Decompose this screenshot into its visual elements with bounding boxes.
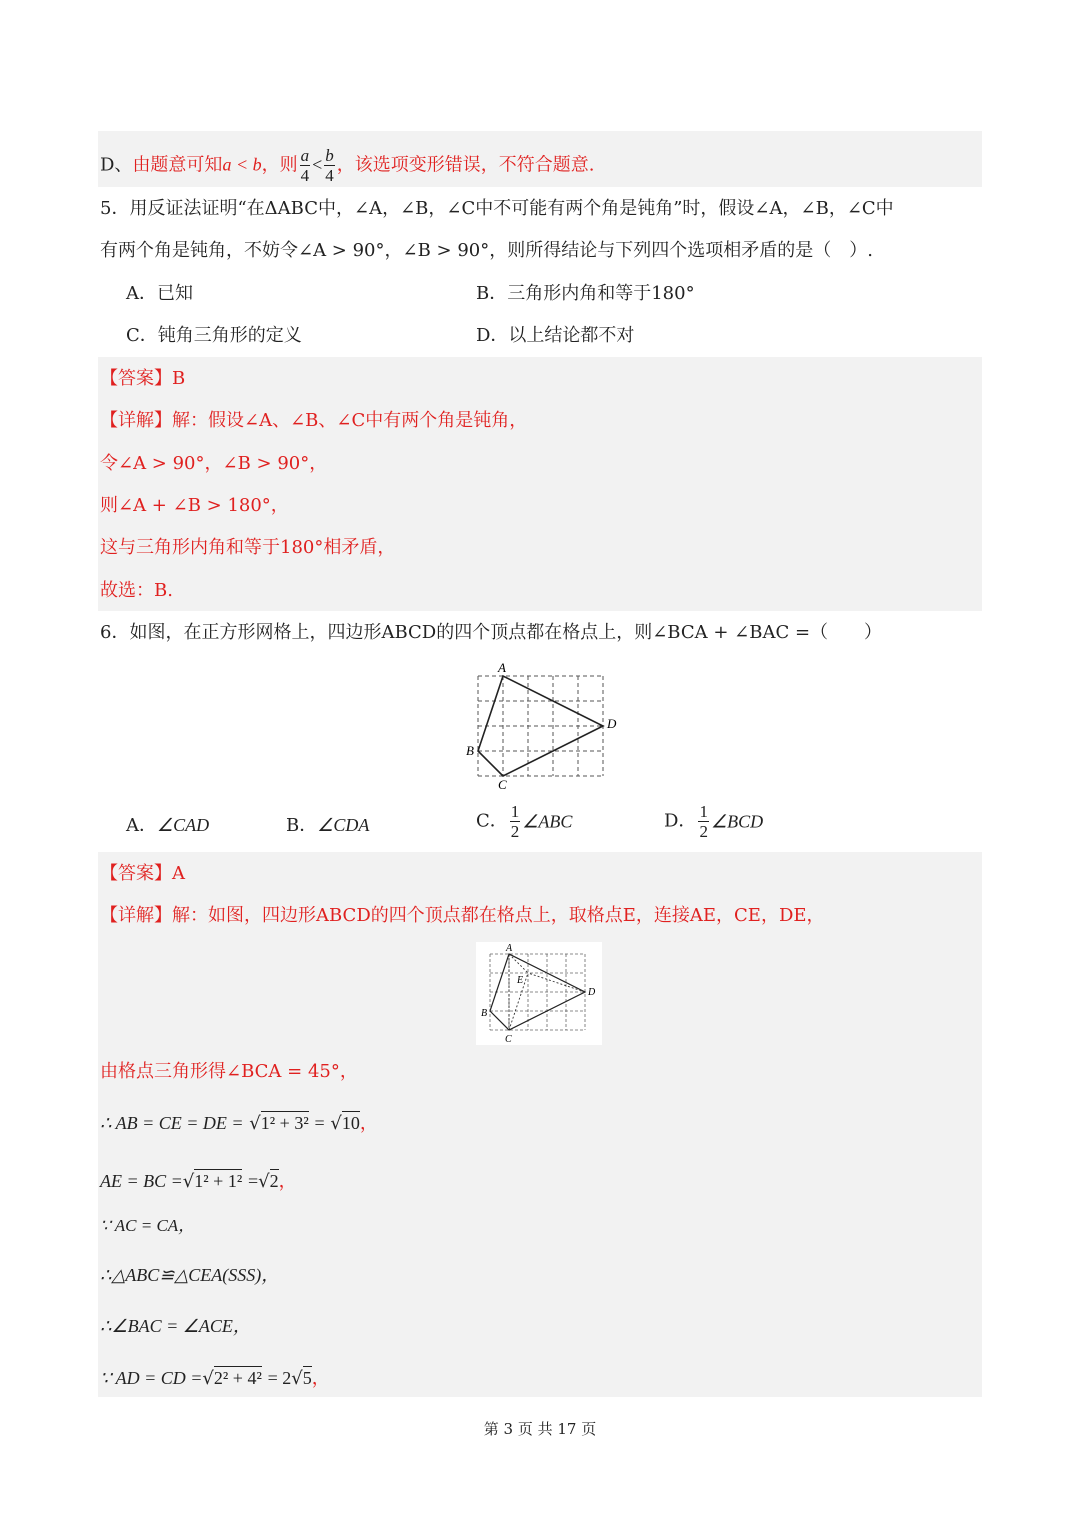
prev-option-d: D、由题意可知a < b，则 $\frac{a}{4}$ < $\frac{b}{4}$ ，该选项变形错误，不符合题意. xyxy=(100,146,595,185)
q6-option-a: A．∠CAD xyxy=(126,815,210,836)
a6-figure xyxy=(476,942,602,1045)
label-b: B xyxy=(481,1008,488,1019)
label-d: D xyxy=(588,987,596,998)
a5-answer: 【答案】B xyxy=(100,368,186,389)
label-c: C xyxy=(505,1034,512,1045)
label-e: E xyxy=(517,975,524,986)
q5-stem-line1: 5．用反证法证明“在ΔABC中，∠A，∠B，∠C中不可能有两个角是钝角”时，假设∠A，∠B，∠C中 xyxy=(100,198,894,219)
q6-figure xyxy=(460,658,630,793)
a5-line4: 这与三角形内角和等于180°相矛盾， xyxy=(100,537,396,558)
a6-step5: ∴△ABC≌△CEA(SSS)， xyxy=(100,1265,280,1285)
a6-detail: 【详解】解：如图，四边形ABCD的四个顶点都在格点上，取格点E，连接AE，CE，DE， xyxy=(100,905,825,926)
a6-answer: 【答案】A xyxy=(100,863,185,884)
label-a: A xyxy=(498,660,506,675)
a6-step6: ∴∠BAC = ∠ACE， xyxy=(100,1316,251,1336)
a6-step4: ∵ AC = CA， xyxy=(100,1216,196,1235)
label-b: B xyxy=(466,743,474,758)
q5-option-d: D．以上结论都不对 xyxy=(476,325,635,346)
a6-step3: AE = BC =√1² + 1² =√2， xyxy=(100,1171,297,1192)
q5-option-a: A．已知 xyxy=(126,283,193,304)
q5-option-b: B．三角形内角和等于180° xyxy=(476,283,695,304)
page-footer: 第 3 页 共 17 页 xyxy=(483,1420,597,1438)
answer5-block xyxy=(98,357,982,611)
q5-option-c: C．钝角三角形的定义 xyxy=(126,325,302,346)
a5-detail: 【详解】解：假设∠A、∠B、∠C中有两个角是钝角， xyxy=(100,410,528,431)
label-c: C xyxy=(498,777,507,792)
label-a: A xyxy=(506,943,513,954)
q6-stem: 6．如图，在正方形网格上，四边形ABCD的四个顶点都在格点上，则∠BCA + ∠BAC =（ ） xyxy=(100,622,883,643)
a5-line5: 故选：B. xyxy=(100,580,173,601)
q5-stem-line2: 有两个角是钝角，不妨令∠A > 90°，∠B > 90°，则所得结论与下列四个选项相矛盾的是（ ）. xyxy=(100,240,873,261)
label-d: D xyxy=(607,716,617,731)
a6-step1: 由格点三角形得∠BCA = 45°， xyxy=(100,1061,358,1082)
a5-line3: 则∠A + ∠B > 180°， xyxy=(100,495,289,516)
a5-line2: 令∠A > 90°，∠B > 90°， xyxy=(100,453,328,474)
q6-option-d: D． $\frac{1}{2}$ ∠BCD xyxy=(664,802,764,841)
q6-option-b: B．∠CDA xyxy=(286,815,370,836)
a6-step2: ∴ AB = CE = DE = √1² + 3² = √10， xyxy=(100,1113,378,1134)
a6-step7: ∵ AD = CD =√2² + 4² = 2√5， xyxy=(100,1368,330,1389)
q6-option-c: C． $\frac{1}{2}$ ∠ABC xyxy=(476,802,573,841)
